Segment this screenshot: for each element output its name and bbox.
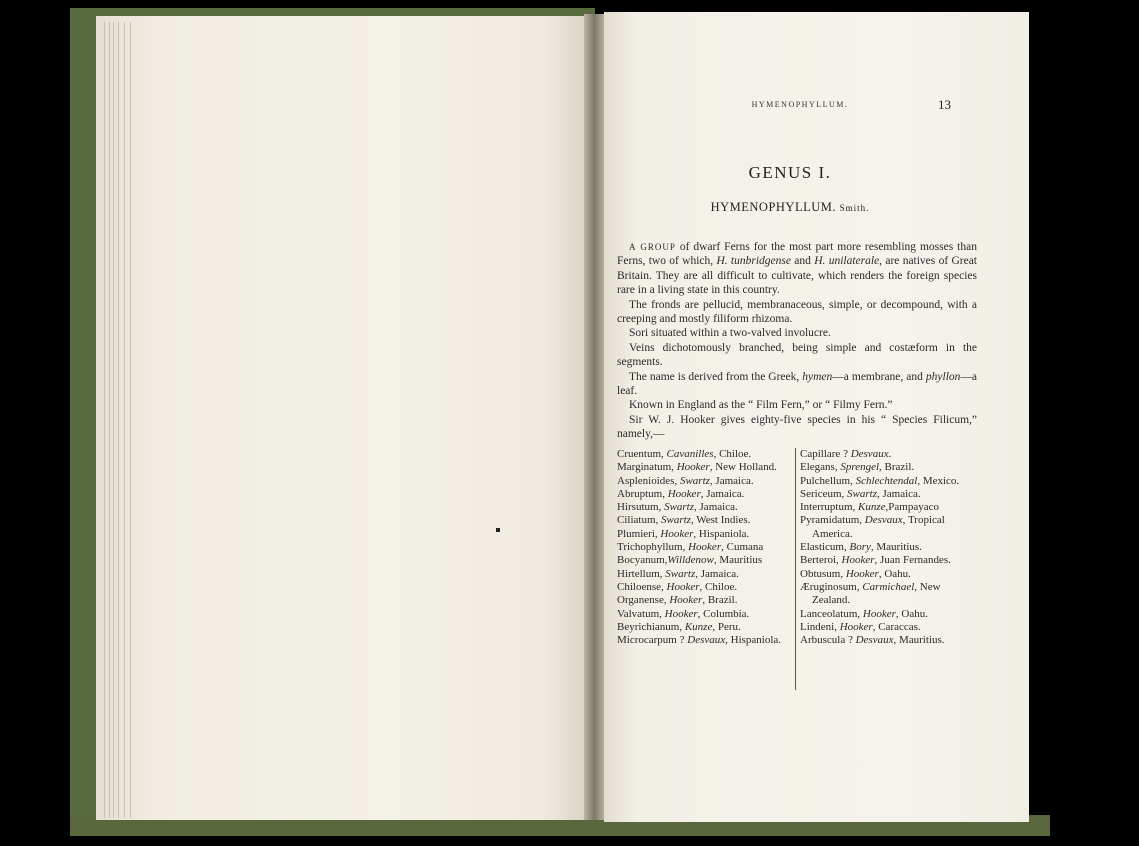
paragraph (617, 326, 977, 340)
species-author: Swartz (679, 474, 710, 487)
species-entry (617, 634, 793, 647)
species-name: Asplenioides, (617, 474, 680, 487)
species-locality: , Tropical America. (812, 514, 945, 540)
page-edges (100, 22, 140, 818)
species-entry (617, 581, 793, 594)
species-locality: , Chiloe. (713, 448, 752, 460)
species-locality: , Cumana (721, 541, 764, 554)
running-head: HYMENOPHYLLUM. (751, 100, 849, 109)
species-author: Carmichael (862, 580, 915, 593)
italic-term: hymen (802, 370, 833, 383)
species-name: Marginatum, (617, 461, 677, 474)
species-name: Cruentum, (617, 448, 667, 460)
species-author: Desvaux (850, 448, 889, 460)
species-name: Pulchellum, (800, 474, 856, 487)
species-author: Schlechtendal (855, 474, 918, 487)
species-name: Elasticum, (800, 541, 850, 554)
species-name: Microcarpum ? (617, 634, 688, 647)
species-author: Bory (849, 541, 871, 554)
species-author: Hooker (845, 567, 879, 580)
paragraph (617, 370, 977, 399)
paragraph-text: Sori situated within a two-valved involucre. (629, 327, 831, 340)
species-locality: , Hispaniola. (725, 634, 782, 647)
species-author: Swartz (661, 514, 691, 527)
italic-term: phyllon (925, 370, 961, 383)
species-entry (617, 541, 793, 554)
species-name: Elegans, (800, 461, 841, 474)
species-locality: , Jamaica. (877, 487, 921, 500)
species-locality: , Mauritius. (870, 541, 922, 554)
species-author: Cavanilles (666, 448, 714, 460)
species-entry (617, 514, 793, 527)
species-entry (617, 475, 793, 488)
species-name: Capillare ? (800, 448, 851, 460)
species-list-left (617, 448, 793, 647)
species-locality: , Oahu. (895, 607, 928, 620)
page-number: 13 (938, 97, 951, 112)
species-locality: , Jamaica. (694, 501, 738, 514)
species-locality: , New Zealand. (812, 580, 941, 607)
species-name: Hirtellum, (617, 567, 666, 580)
paragraph-text: , are natives of Great Britain. They are all difficult to cultivate, which renders the foreign species rare in a living state in this country. (617, 255, 977, 297)
species-entry (800, 608, 980, 621)
species-locality: , Brazil. (879, 461, 915, 474)
genus-name-text: HYMENOPHYLLUM. (710, 200, 836, 214)
species-locality: , Brazil. (702, 594, 738, 607)
species-name: Berteroi, (800, 554, 842, 567)
paragraph-text: Known in England as the “ Film Fern,” or “ Filmy Fern.” (629, 399, 893, 412)
left-page-blank (96, 16, 586, 820)
species-entry (800, 461, 980, 474)
species-locality: , Juan Fernandes. (874, 554, 951, 567)
paragraph-text: of dwarf Ferns for the most part more resembling mosses than Ferns, two of which, (617, 241, 977, 268)
species-name: Pyramidatum, (800, 514, 865, 527)
species-entry (617, 448, 793, 461)
species-locality: , Mauritius. (893, 634, 945, 647)
species-locality: . (888, 448, 892, 460)
species-locality: ,Pampayaco (885, 501, 939, 514)
species-author: Hooker (862, 607, 896, 620)
species-entry (800, 634, 980, 647)
paragraph-text: —a membrane, and (832, 370, 926, 383)
genus-name (680, 200, 900, 215)
species-author: Kunze (858, 501, 886, 514)
species-locality: , Mauritius (713, 554, 763, 567)
species-entry (617, 461, 793, 474)
species-name: Bocyanum, (617, 554, 668, 567)
italic-term: H. unilaterale (814, 255, 880, 268)
paragraph (617, 341, 977, 370)
species-locality: , Peru. (712, 620, 741, 633)
species-entry (800, 554, 980, 567)
species-author: Sprengel (840, 461, 880, 474)
species-author: Willdenow (667, 554, 714, 567)
species-entry (800, 448, 980, 461)
species-author: Hooker (660, 527, 694, 540)
species-entry (617, 528, 793, 541)
species-entry (800, 541, 980, 554)
paragraph-text: Sir W. J. Hooker gives eighty-five species in his “ Species Filicum,” namely,— (617, 413, 977, 441)
species-name: Chiloense, (617, 580, 667, 593)
species-name: Abruptum, (617, 487, 668, 500)
species-entry (617, 501, 793, 514)
species-author: Desvaux (855, 634, 894, 647)
species-locality: , Jamaica. (709, 474, 754, 487)
species-name: Hirsutum, (617, 501, 665, 514)
paragraph-text: Veins dichotomously branched, being simple and costæform in the segments. (617, 341, 977, 369)
species-locality: , Hispaniola. (693, 527, 750, 540)
paragraph-text: The name is derived from the Greek, (629, 370, 803, 383)
species-author: Desvaux (864, 514, 903, 527)
paragraph-text: and (791, 255, 815, 268)
species-name: Organense, (617, 594, 670, 607)
species-entry (617, 488, 793, 501)
column-rule (795, 448, 796, 690)
species-list-right (800, 448, 980, 647)
species-entry (800, 568, 980, 581)
species-name: Plumieri, (617, 527, 661, 540)
species-author: Swartz (665, 567, 696, 580)
species-entry (800, 514, 980, 541)
species-entry (617, 608, 793, 621)
paragraph (617, 298, 977, 327)
species-locality: , Jamaica. (700, 487, 745, 500)
species-author: Desvaux (687, 634, 726, 647)
paragraph (617, 413, 977, 442)
species-locality: , Columbia. (697, 607, 750, 620)
species-author: Hooker (841, 554, 875, 567)
species-author: Hooker (664, 607, 698, 620)
species-author: Swartz (847, 487, 878, 500)
species-locality: , Jamaica. (695, 567, 739, 580)
species-name: Sericeum, (800, 487, 848, 500)
species-author: Hooker (669, 594, 703, 607)
species-locality: , Mexico. (917, 474, 960, 487)
species-entry (800, 621, 980, 634)
species-locality: , West Indies. (690, 514, 751, 527)
species-name: Interruptum, (800, 501, 859, 514)
paragraph-text: —a leaf. (617, 370, 977, 398)
species-name: Beyrichianum, (617, 620, 685, 633)
species-author: Hooker (667, 487, 701, 500)
species-locality: , New Holland. (709, 461, 777, 474)
italic-term: H. tunbridgense (716, 255, 791, 268)
species-entry (800, 501, 980, 514)
species-entry (617, 554, 793, 567)
species-name: Lindeni, (800, 620, 840, 633)
species-author: Hooker (688, 541, 722, 554)
species-name: Lanceolatum, (800, 607, 863, 620)
species-locality: , Caraccas. (872, 620, 921, 633)
species-locality: , Oahu. (878, 567, 911, 580)
species-entry (800, 581, 980, 608)
genus-author: Smith. (839, 203, 870, 213)
species-entry (617, 568, 793, 581)
species-name: Valvatum, (617, 607, 665, 620)
species-name: Æruginosum, (800, 580, 863, 593)
species-name: Obtusum, (800, 567, 846, 580)
species-author: Hooker (839, 620, 873, 633)
species-name: Ciliatum, (617, 514, 661, 527)
species-name: Arbuscula ? (800, 634, 856, 647)
species-name: Trichophyllum, (617, 541, 689, 554)
species-entry (800, 475, 980, 488)
body-text (617, 240, 977, 442)
species-author: Hooker (676, 461, 710, 474)
species-author: Swartz (664, 501, 695, 514)
species-entry (617, 621, 793, 634)
species-author: Kunze (684, 620, 713, 633)
species-entry (800, 488, 980, 501)
paragraph (617, 398, 977, 412)
ink-dot (496, 528, 500, 532)
species-author: Hooker (666, 580, 700, 593)
paragraph-lead: A GROUP (629, 242, 676, 252)
species-entry (617, 594, 793, 607)
species-locality: , Chiloe. (699, 580, 738, 593)
paragraph (617, 240, 977, 298)
genus-heading: GENUS I. (748, 163, 832, 182)
paragraph-text: The fronds are pellucid, membranaceous, simple, or decompound, with a creeping and mostly filiform rhizoma. (617, 298, 977, 326)
